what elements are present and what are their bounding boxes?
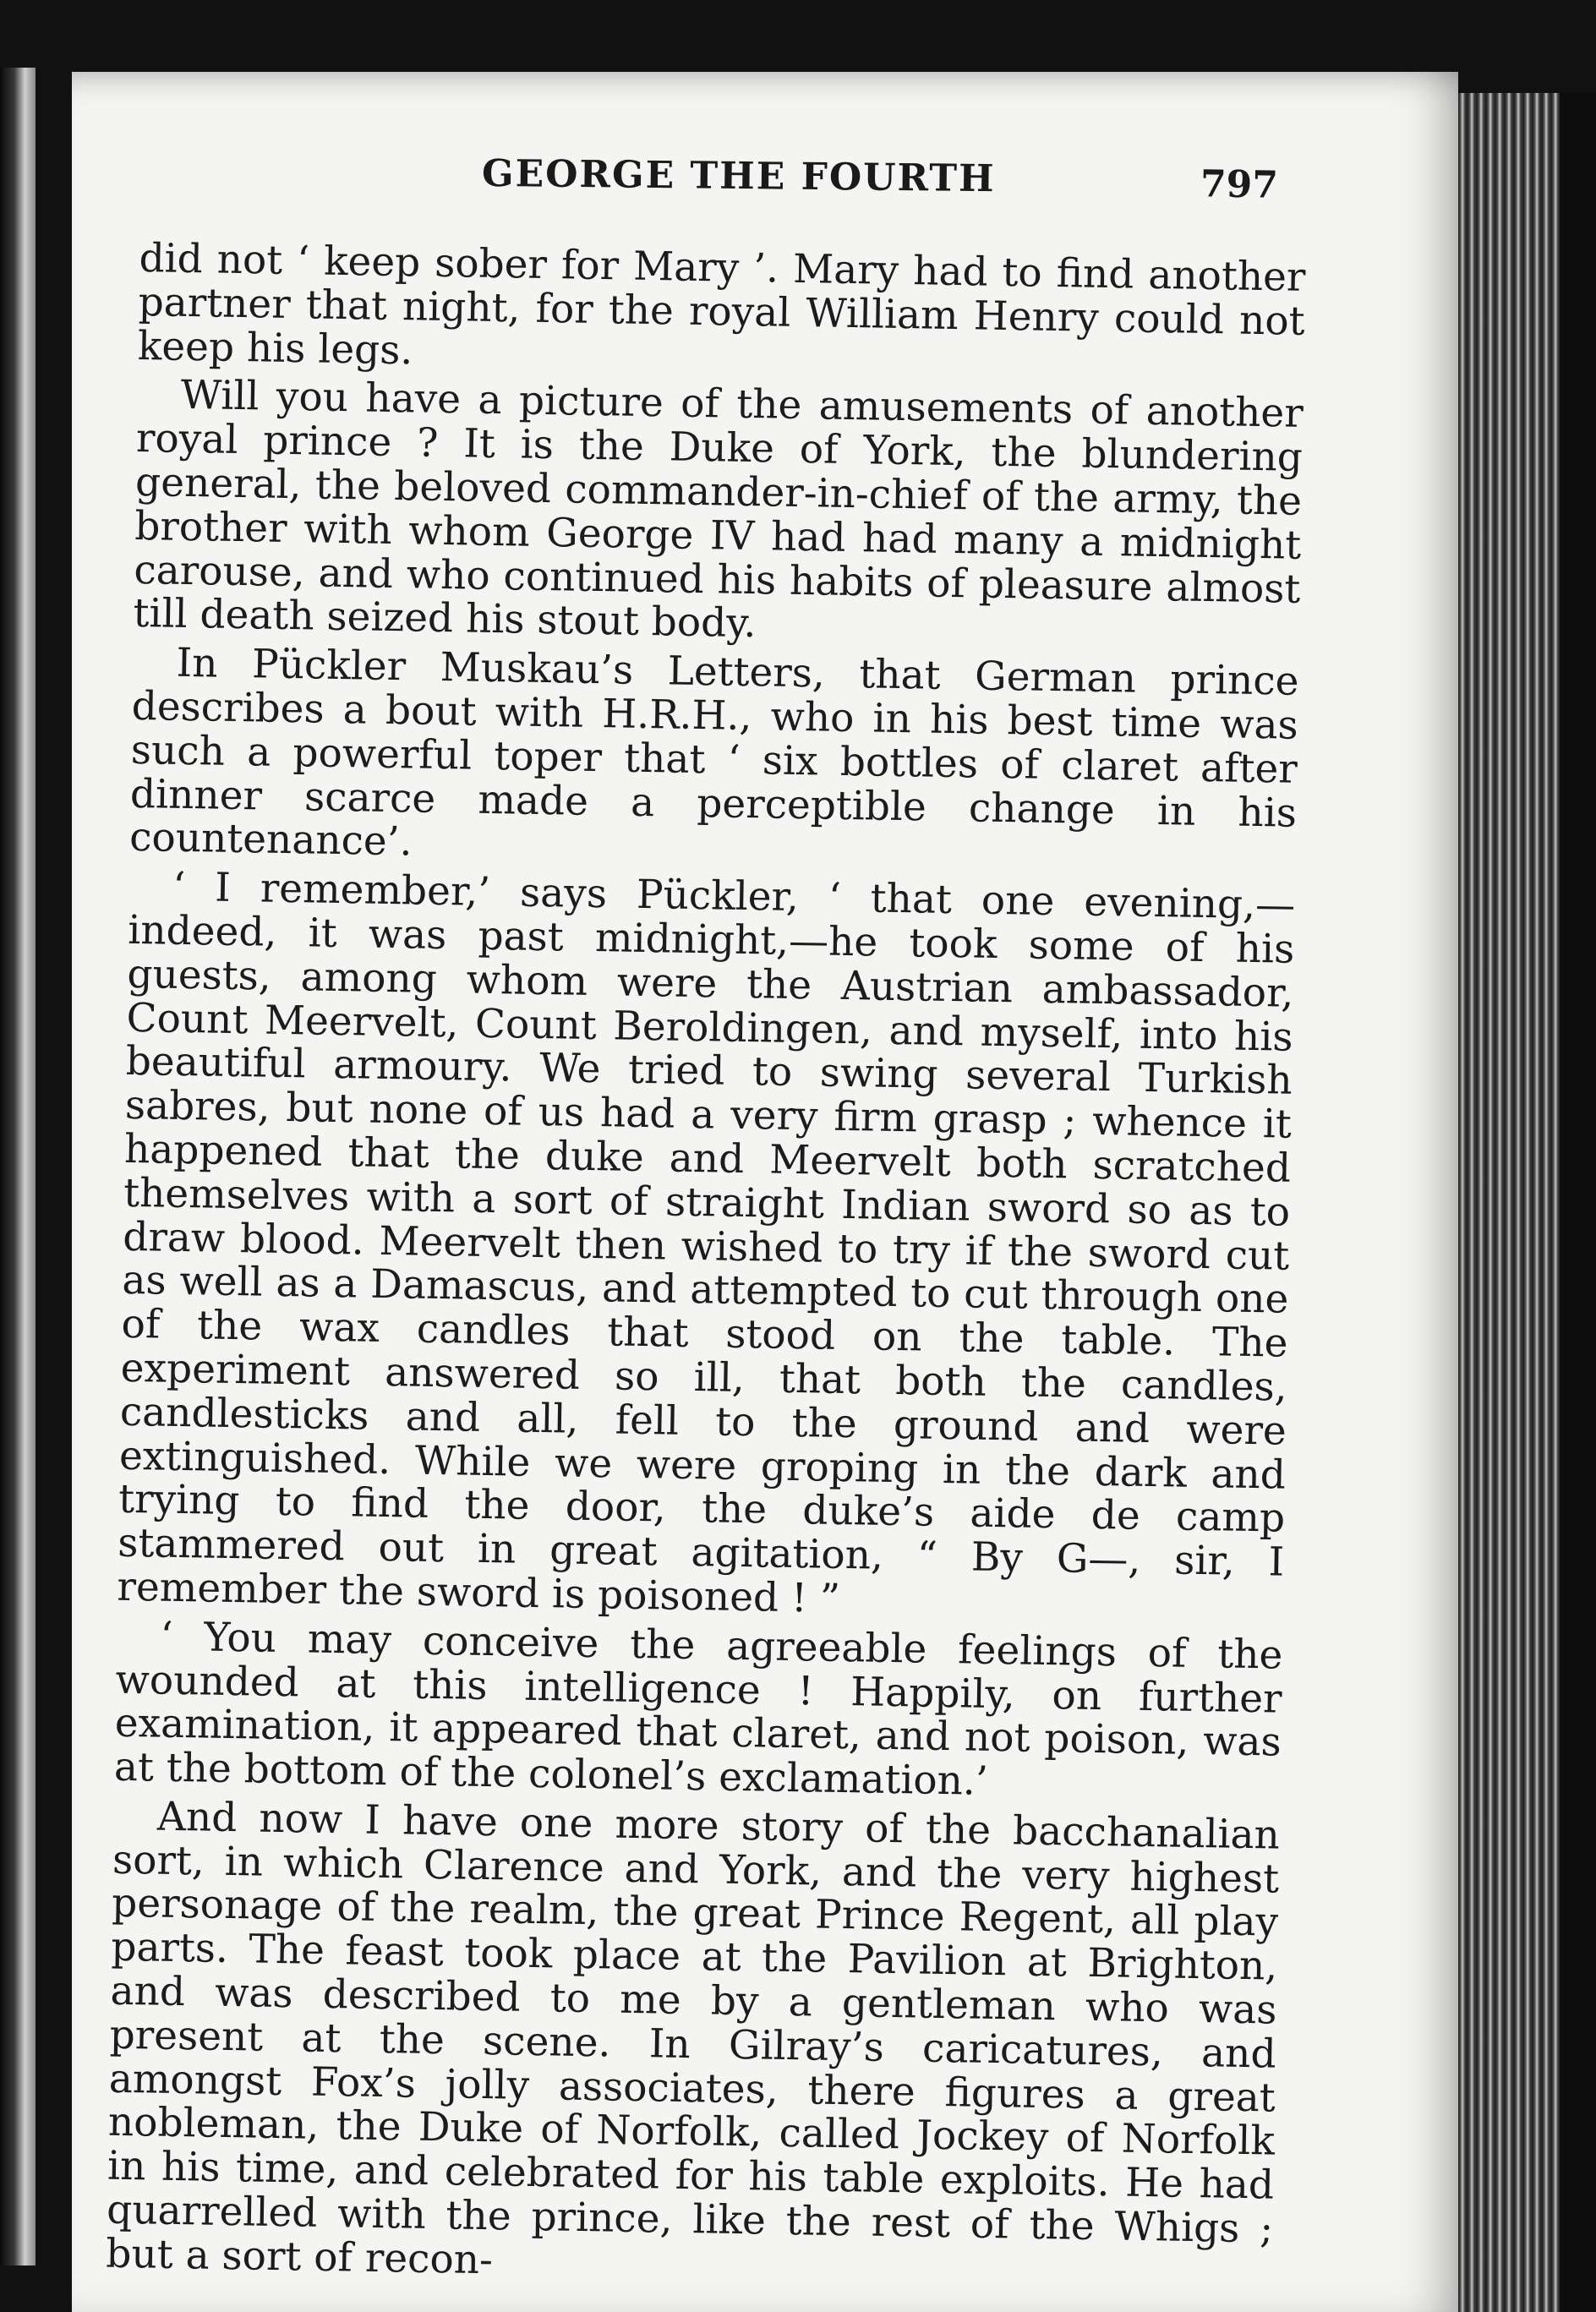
paragraph-4: ‘ I remember,’ says Pückler, ‘ that one evening,—indeed, it was past midnight,—he took some of his guests, among whom were the Austrian ambassador, Count Meervelt, Count Beroldingen, and myself, into his beautiful armoury. We tried to swing several Turkish sabres, but none of us had a very firm grasp ; whence it happened that the duke and Meervelt both scratched themselves with a sort of straight Indian sword so as to draw blood. Meervelt then wished to try if the sword cut as well as a Damascus, and attempted to cut through one of the wax candles that stood on the table. The experiment answered so ill, that both the candles, candlesticks and all, fell to the ground and were extinguished. While we were groping in the dark and trying to find the door, the duke’s aide de camp stammered out in great agitation, “ By G—, sir, I remember the sword is poisoned ! ” [117,863,1296,1622]
paragraph-2: Will you have a picture of the amusements of another royal prince ? It is the Duke of York, the blundering general, the beloved commander-in-chief of the army, the brother with whom George IV had had many a midnight carouse, and who continued his habits of pleasure almost till death seized his stout body. [133,372,1304,648]
page-number: 797 [1200,162,1279,207]
paragraph-5: ‘ You may conceive the agreeable feelings of the wounded at this intelligence ! Happily, on further examination, it appeared that claret, and not poison, was at the bottom of the colonel’s exclamation.’ [113,1613,1283,1805]
paragraph-1: did not ‘ keep sober for Mary ’. Mary had to find another partner that night, for the royal William Henry could not keep his legs. [137,235,1306,374]
book-page [72,72,1458,2312]
paragraph-3: In Pückler Muskau’s Letters, that German prince describes a bout with H.R.H., who in his best time was such a powerful toper that ‘ six bottles of claret after dinner scarce made a perceptible change in his countenance’. [128,639,1299,866]
book-cover-edge [1560,93,1596,2312]
body-text [106,237,1306,2295]
page-stack-edges [1458,93,1560,2312]
book-left-edge [0,68,36,2266]
paragraph-6: And now I have one more story of the bacchanalian sort, in which Clarence and York, and the very highest personage of the realm, the great Prince Regent, all play parts. The feast took place at the Pavilion at Brighton, and was described to me by a gentleman who was present at the scene. In Gilray’s caricatures, and amongst Fox’s jolly associates, there figures a great nobleman, the Duke of Norfolk, called Jockey of Norfolk in his time, and celebrated for his table exploits. He had quarrelled with the prince, like the rest of the Whigs ; but a sort of recon- [105,1793,1281,2284]
running-title: GEORGE THE FOURTH [481,151,996,201]
